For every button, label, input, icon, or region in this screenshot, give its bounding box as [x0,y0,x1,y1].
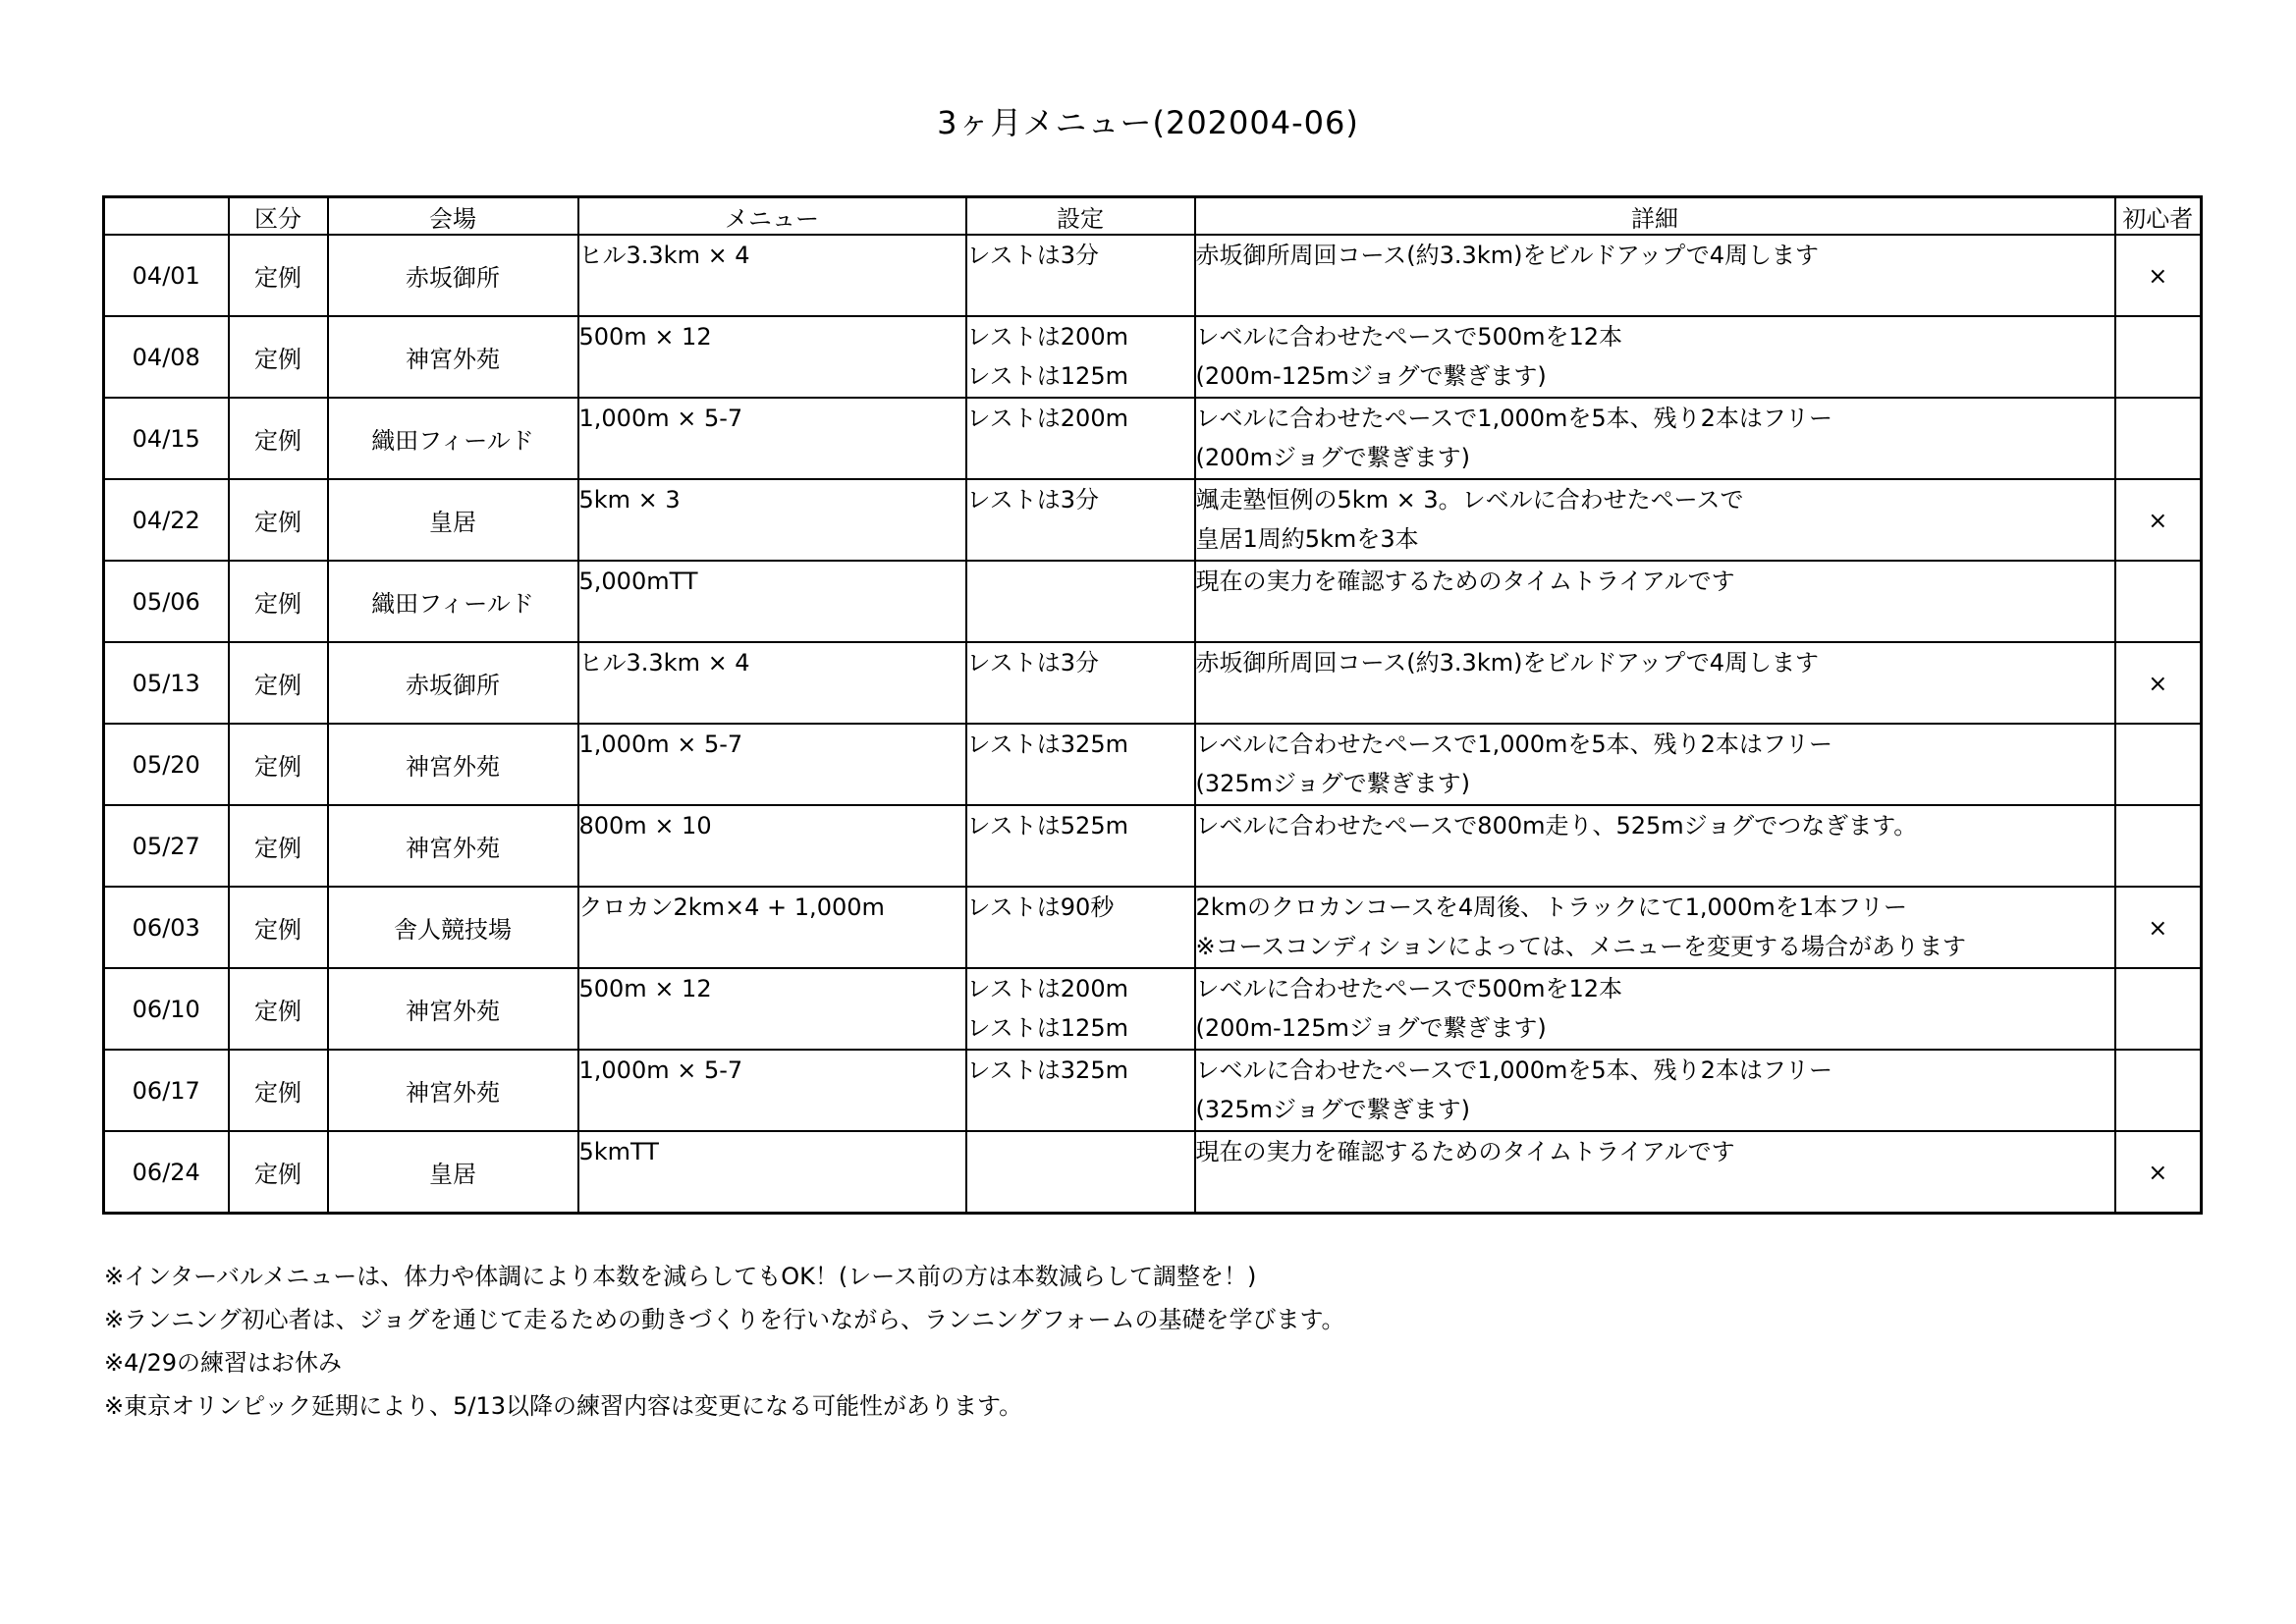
details-line: (200m-125mジョグで繋ぎます) [1195,362,1547,390]
beginner-mark: × [2115,887,2202,968]
settings-line: レストは200m [966,323,1128,351]
venue-cell: 神宮外苑 [328,724,578,805]
date-cell: 04/08 [104,316,229,398]
details-line: (325mジョグで繋ぎます) [1195,1096,1470,1123]
table-body [104,235,2202,1214]
beginner-mark [2115,561,2202,642]
menu-cell [578,479,966,561]
details-line: 現在の実力を確認するためのタイムトライアルです [1195,1138,1735,1165]
menu-text: 1,000m × 5-7 [578,405,743,432]
header-date [104,197,229,236]
menu-text: 800m × 10 [578,812,712,839]
details-cell [1195,479,2115,561]
table-row [104,1131,2202,1214]
settings-line: レストは200m [966,975,1128,1002]
date-cell: 04/01 [104,235,229,316]
kubun-cell: 定例 [229,642,328,724]
kubun-cell: 定例 [229,805,328,887]
date-cell: 04/22 [104,479,229,561]
settings-cell [966,316,1195,398]
venue-cell: 舎人競技場 [328,887,578,968]
settings-line: レストは525m [966,812,1128,839]
settings-cell [966,724,1195,805]
menu-text: 1,000m × 5-7 [578,731,743,758]
venue-cell: 神宮外苑 [328,1050,578,1131]
beginner-mark: × [2115,235,2202,316]
date-cell: 05/06 [104,561,229,642]
schedule-table [102,195,2203,1215]
table-row [104,561,2202,642]
table-header [104,197,2202,236]
date-cell: 05/13 [104,642,229,724]
details-cell [1195,887,2115,968]
venue-cell: 織田フィールド [328,398,578,479]
settings-line: レストは3分 [966,649,1100,677]
details-line: 赤坂御所周回コース(約3.3km)をビルドアップで4周します [1195,649,1820,677]
menu-cell [578,1131,966,1214]
menu-cell [578,887,966,968]
menu-cell [578,561,966,642]
table-row [104,398,2202,479]
note-line: ※ランニング初心者は、ジョグを通じて走るための動きづくりを行いながら、ランニングフォームの基礎を学びます。 [104,1306,1345,1333]
note-line: ※東京オリンピック延期により、5/13以降の練習内容は変更になる可能性があります。 [104,1392,1023,1420]
beginner-mark [2115,1050,2202,1131]
menu-text: 500m × 12 [578,975,712,1002]
kubun-cell: 定例 [229,887,328,968]
menu-text: 1,000m × 5-7 [578,1056,743,1084]
settings-cell [966,887,1195,968]
kubun-cell: 定例 [229,316,328,398]
note-line: ※4/29の練習はお休み [104,1349,343,1377]
details-line: 皇居1周約5kmを3本 [1195,525,1419,553]
table-row [104,479,2202,561]
table-row [104,805,2202,887]
details-line: 現在の実力を確認するためのタイムトライアルです [1195,568,1735,595]
menu-cell [578,316,966,398]
settings-line: レストは90秒 [966,893,1115,921]
page-title: 3ヶ月メニュー(202004-06) [937,104,1359,141]
table-row [104,724,2202,805]
kubun-cell: 定例 [229,561,328,642]
kubun-cell: 定例 [229,1131,328,1214]
date-cell: 06/10 [104,968,229,1050]
details-cell [1195,1131,2115,1214]
kubun-cell: 定例 [229,398,328,479]
menu-cell [578,805,966,887]
details-cell [1195,398,2115,479]
details-cell [1195,805,2115,887]
date-cell: 05/20 [104,724,229,805]
table-row [104,1050,2202,1131]
notes [104,1255,1345,1428]
menu-text: クロカン2km×4 + 1,000m [578,893,885,921]
details-line: (200mジョグで繋ぎます) [1195,444,1470,471]
menu-cell [578,968,966,1050]
date-cell: 05/27 [104,805,229,887]
header-venue: 会場 [328,197,578,236]
beginner-mark: × [2115,642,2202,724]
details-line: レベルに合わせたペースで1,000mを5本、残り2本はフリー [1195,1056,1832,1084]
details-cell [1195,316,2115,398]
menu-text: 5,000mTT [578,568,698,595]
details-cell [1195,968,2115,1050]
date-cell: 04/15 [104,398,229,479]
details-line: レベルに合わせたペースで1,000mを5本、残り2本はフリー [1195,405,1832,432]
table-row [104,968,2202,1050]
kubun-cell: 定例 [229,235,328,316]
details-line: レベルに合わせたペースで500mを12本 [1195,323,1623,351]
settings-cell [966,561,1195,642]
settings-cell [966,479,1195,561]
details-line: レベルに合わせたペースで800m走り、525mジョグでつなぎます。 [1195,812,1918,839]
venue-cell: 神宮外苑 [328,968,578,1050]
settings-line: レストは325m [966,731,1128,758]
kubun-cell: 定例 [229,968,328,1050]
kubun-cell: 定例 [229,479,328,561]
details-cell [1195,235,2115,316]
settings-line: レストは125m [966,1014,1128,1042]
beginner-mark: × [2115,1131,2202,1214]
settings-cell [966,968,1195,1050]
beginner-mark [2115,968,2202,1050]
table-row [104,642,2202,724]
settings-cell [966,805,1195,887]
venue-cell: 赤坂御所 [328,642,578,724]
details-line: 2kmのクロカンコースを4周後、トラックにて1,000mを1本フリー [1195,893,1908,921]
kubun-cell: 定例 [229,1050,328,1131]
details-line: (200m-125mジョグで繋ぎます) [1195,1014,1547,1042]
date-cell: 06/17 [104,1050,229,1131]
settings-line: レストは3分 [966,486,1100,514]
note-line: ※インターバルメニューは、体力や体調により本数を減らしてもOK！(レース前の方は本数減らして調整を！) [104,1263,1257,1290]
venue-cell: 神宮外苑 [328,316,578,398]
menu-cell [578,642,966,724]
table-row [104,316,2202,398]
beginner-mark: × [2115,479,2202,561]
date-cell: 06/24 [104,1131,229,1214]
details-line: 颯走塾恒例の5km × 3。レベルに合わせたペースで [1195,486,1744,514]
details-cell [1195,724,2115,805]
header-menu: メニュー [578,197,966,236]
settings-cell [966,235,1195,316]
settings-cell [966,1131,1195,1214]
date-cell: 06/03 [104,887,229,968]
menu-cell [578,398,966,479]
beginner-mark [2115,724,2202,805]
details-cell [1195,1050,2115,1131]
venue-cell: 神宮外苑 [328,805,578,887]
menu-text: 5kmTT [578,1138,659,1165]
menu-text: ヒル3.3km × 4 [578,649,750,677]
header-kubun: 区分 [229,197,328,236]
header-beginner: 初心者 [2115,197,2202,236]
beginner-mark [2115,805,2202,887]
settings-cell [966,1050,1195,1131]
venue-cell: 赤坂御所 [328,235,578,316]
settings-line: レストは325m [966,1056,1128,1084]
settings-cell [966,642,1195,724]
menu-cell [578,724,966,805]
venue-cell: 皇居 [328,479,578,561]
details-line: 赤坂御所周回コース(約3.3km)をビルドアップで4周します [1195,242,1820,269]
venue-cell: 織田フィールド [328,561,578,642]
beginner-mark [2115,316,2202,398]
settings-line: レストは125m [966,362,1128,390]
menu-text: 500m × 12 [578,323,712,351]
menu-cell [578,1050,966,1131]
kubun-cell: 定例 [229,724,328,805]
beginner-mark [2115,398,2202,479]
menu-text: ヒル3.3km × 4 [578,242,750,269]
venue-cell: 皇居 [328,1131,578,1214]
details-line: ※コースコンディションによっては、メニューを変更する場合があります [1195,933,1967,960]
settings-line: レストは3分 [966,242,1100,269]
details-line: (325mジョグで繋ぎます) [1195,770,1470,797]
menu-text: 5km × 3 [578,486,681,514]
header-details: 詳細 [1195,197,2115,236]
header-settings: 設定 [966,197,1195,236]
settings-cell [966,398,1195,479]
details-line: レベルに合わせたペースで1,000mを5本、残り2本はフリー [1195,731,1832,758]
details-cell [1195,561,2115,642]
table-row [104,887,2202,968]
menu-cell [578,235,966,316]
table-row [104,235,2202,316]
settings-line: レストは200m [966,405,1128,432]
details-cell [1195,642,2115,724]
details-line: レベルに合わせたペースで500mを12本 [1195,975,1623,1002]
